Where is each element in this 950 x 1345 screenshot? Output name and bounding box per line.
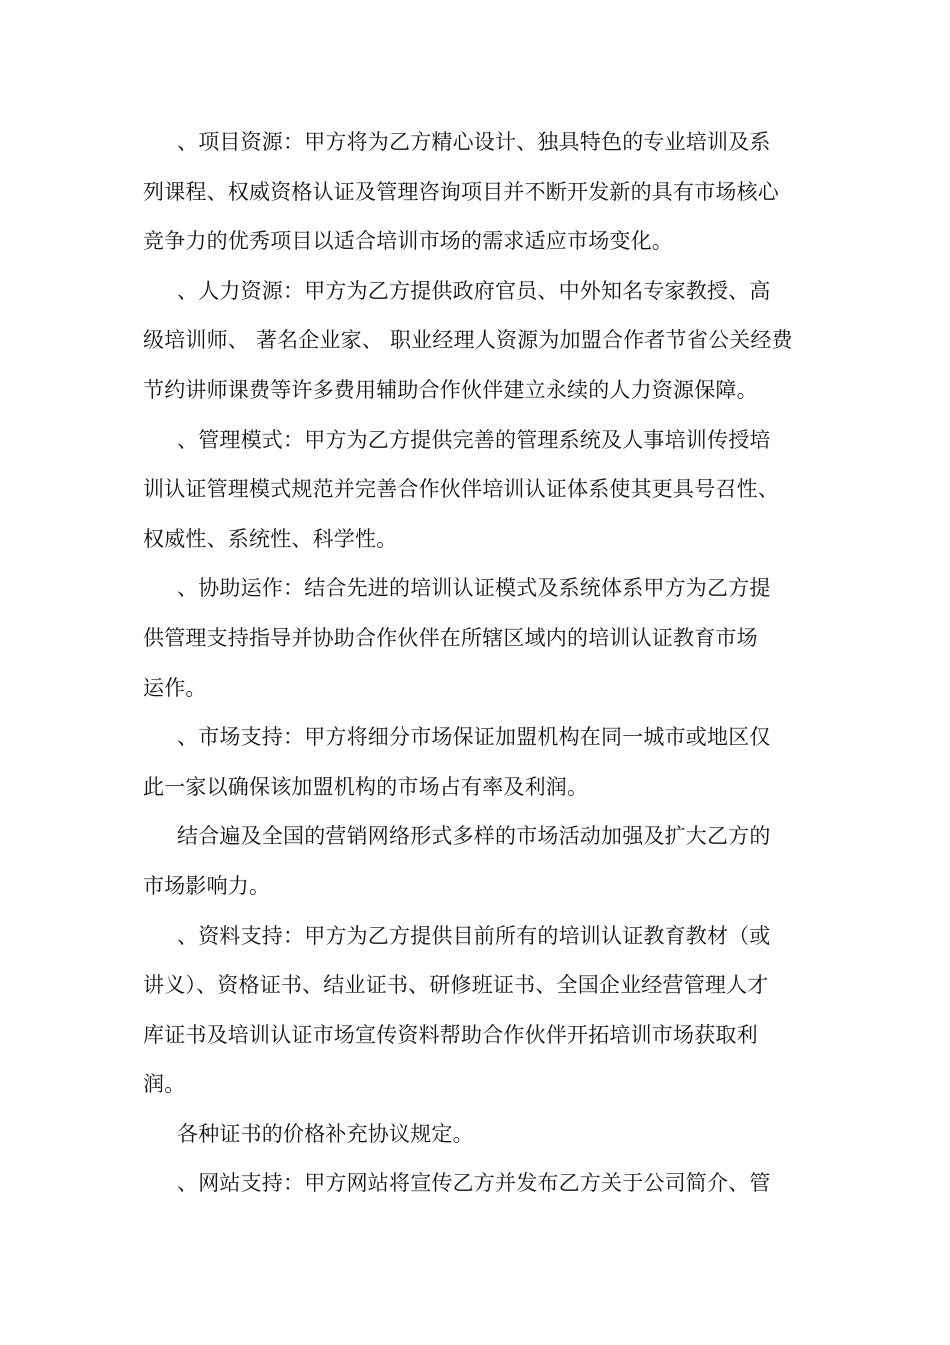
text-line: 、网站支持：甲方网站将宣传乙方并发布乙方关于公司简介、管 [177, 1171, 771, 1196]
text-line: 、市场支持：甲方将细分市场保证加盟机构在同一城市或地区仅 [177, 725, 771, 750]
text-line: 、人力资源：甲方为乙方提供政府官员、中外知名专家教授、高 [177, 278, 771, 303]
text-line: 、资料支持：甲方为乙方提供目前所有的培训认证教育教材（或 [177, 923, 771, 948]
text-line: 训认证管理模式规范并完善合作伙伴培训认证体系使其更具号召性、 [143, 477, 779, 502]
text-line: 级培训师、 著名企业家、 职业经理人资源为加盟合作者节省公关经费 [143, 328, 793, 353]
text-line: 竞争力的优秀项目以适合培训市场的需求适应市场变化。 [143, 229, 673, 254]
text-line: 、管理模式：甲方为乙方提供完善的管理系统及人事培训传授培 [177, 427, 771, 452]
text-line: 节约讲师课费等许多费用辅助合作伙伴建立永续的人力资源保障。 [143, 377, 758, 402]
document-body [143, 118, 793, 1209]
text-line: 、协助运作：结合先进的培训认证模式及系统体系甲方为乙方提 [177, 576, 771, 601]
text-line: 、项目资源：甲方将为乙方精心设计、独具特色的专业培训及系 [177, 130, 771, 154]
text-line: 供管理支持指导并协助合作伙伴在所辖区域内的培训认证教育市场 [143, 625, 758, 650]
text-line: 润。 [143, 1072, 186, 1097]
text-line: 市场影响力。 [143, 873, 271, 898]
text-line: 列课程、权威资格认证及管理咨询项目并不断开发新的具有市场核心 [143, 179, 779, 204]
text-line: 此一家以确保该加盟机构的市场占有率及利润。 [143, 774, 589, 799]
text-line: 库证书及培训认证市场宣传资料帮助合作伙伴开拓培训市场获取利 [143, 1022, 758, 1047]
text-line: 结合遍及全国的营销网络形式多样的市场活动加强及扩大乙方的 [177, 824, 771, 849]
text-line: 各种证书的价格补充协议规定。 [177, 1121, 474, 1146]
text-line: 讲义）、资格证书、结业证书、研修班证书、全国企业经营管理人才 [143, 973, 769, 998]
text-line: 权威性、系统性、科学性。 [143, 526, 398, 551]
text-line: 运作。 [143, 675, 207, 700]
